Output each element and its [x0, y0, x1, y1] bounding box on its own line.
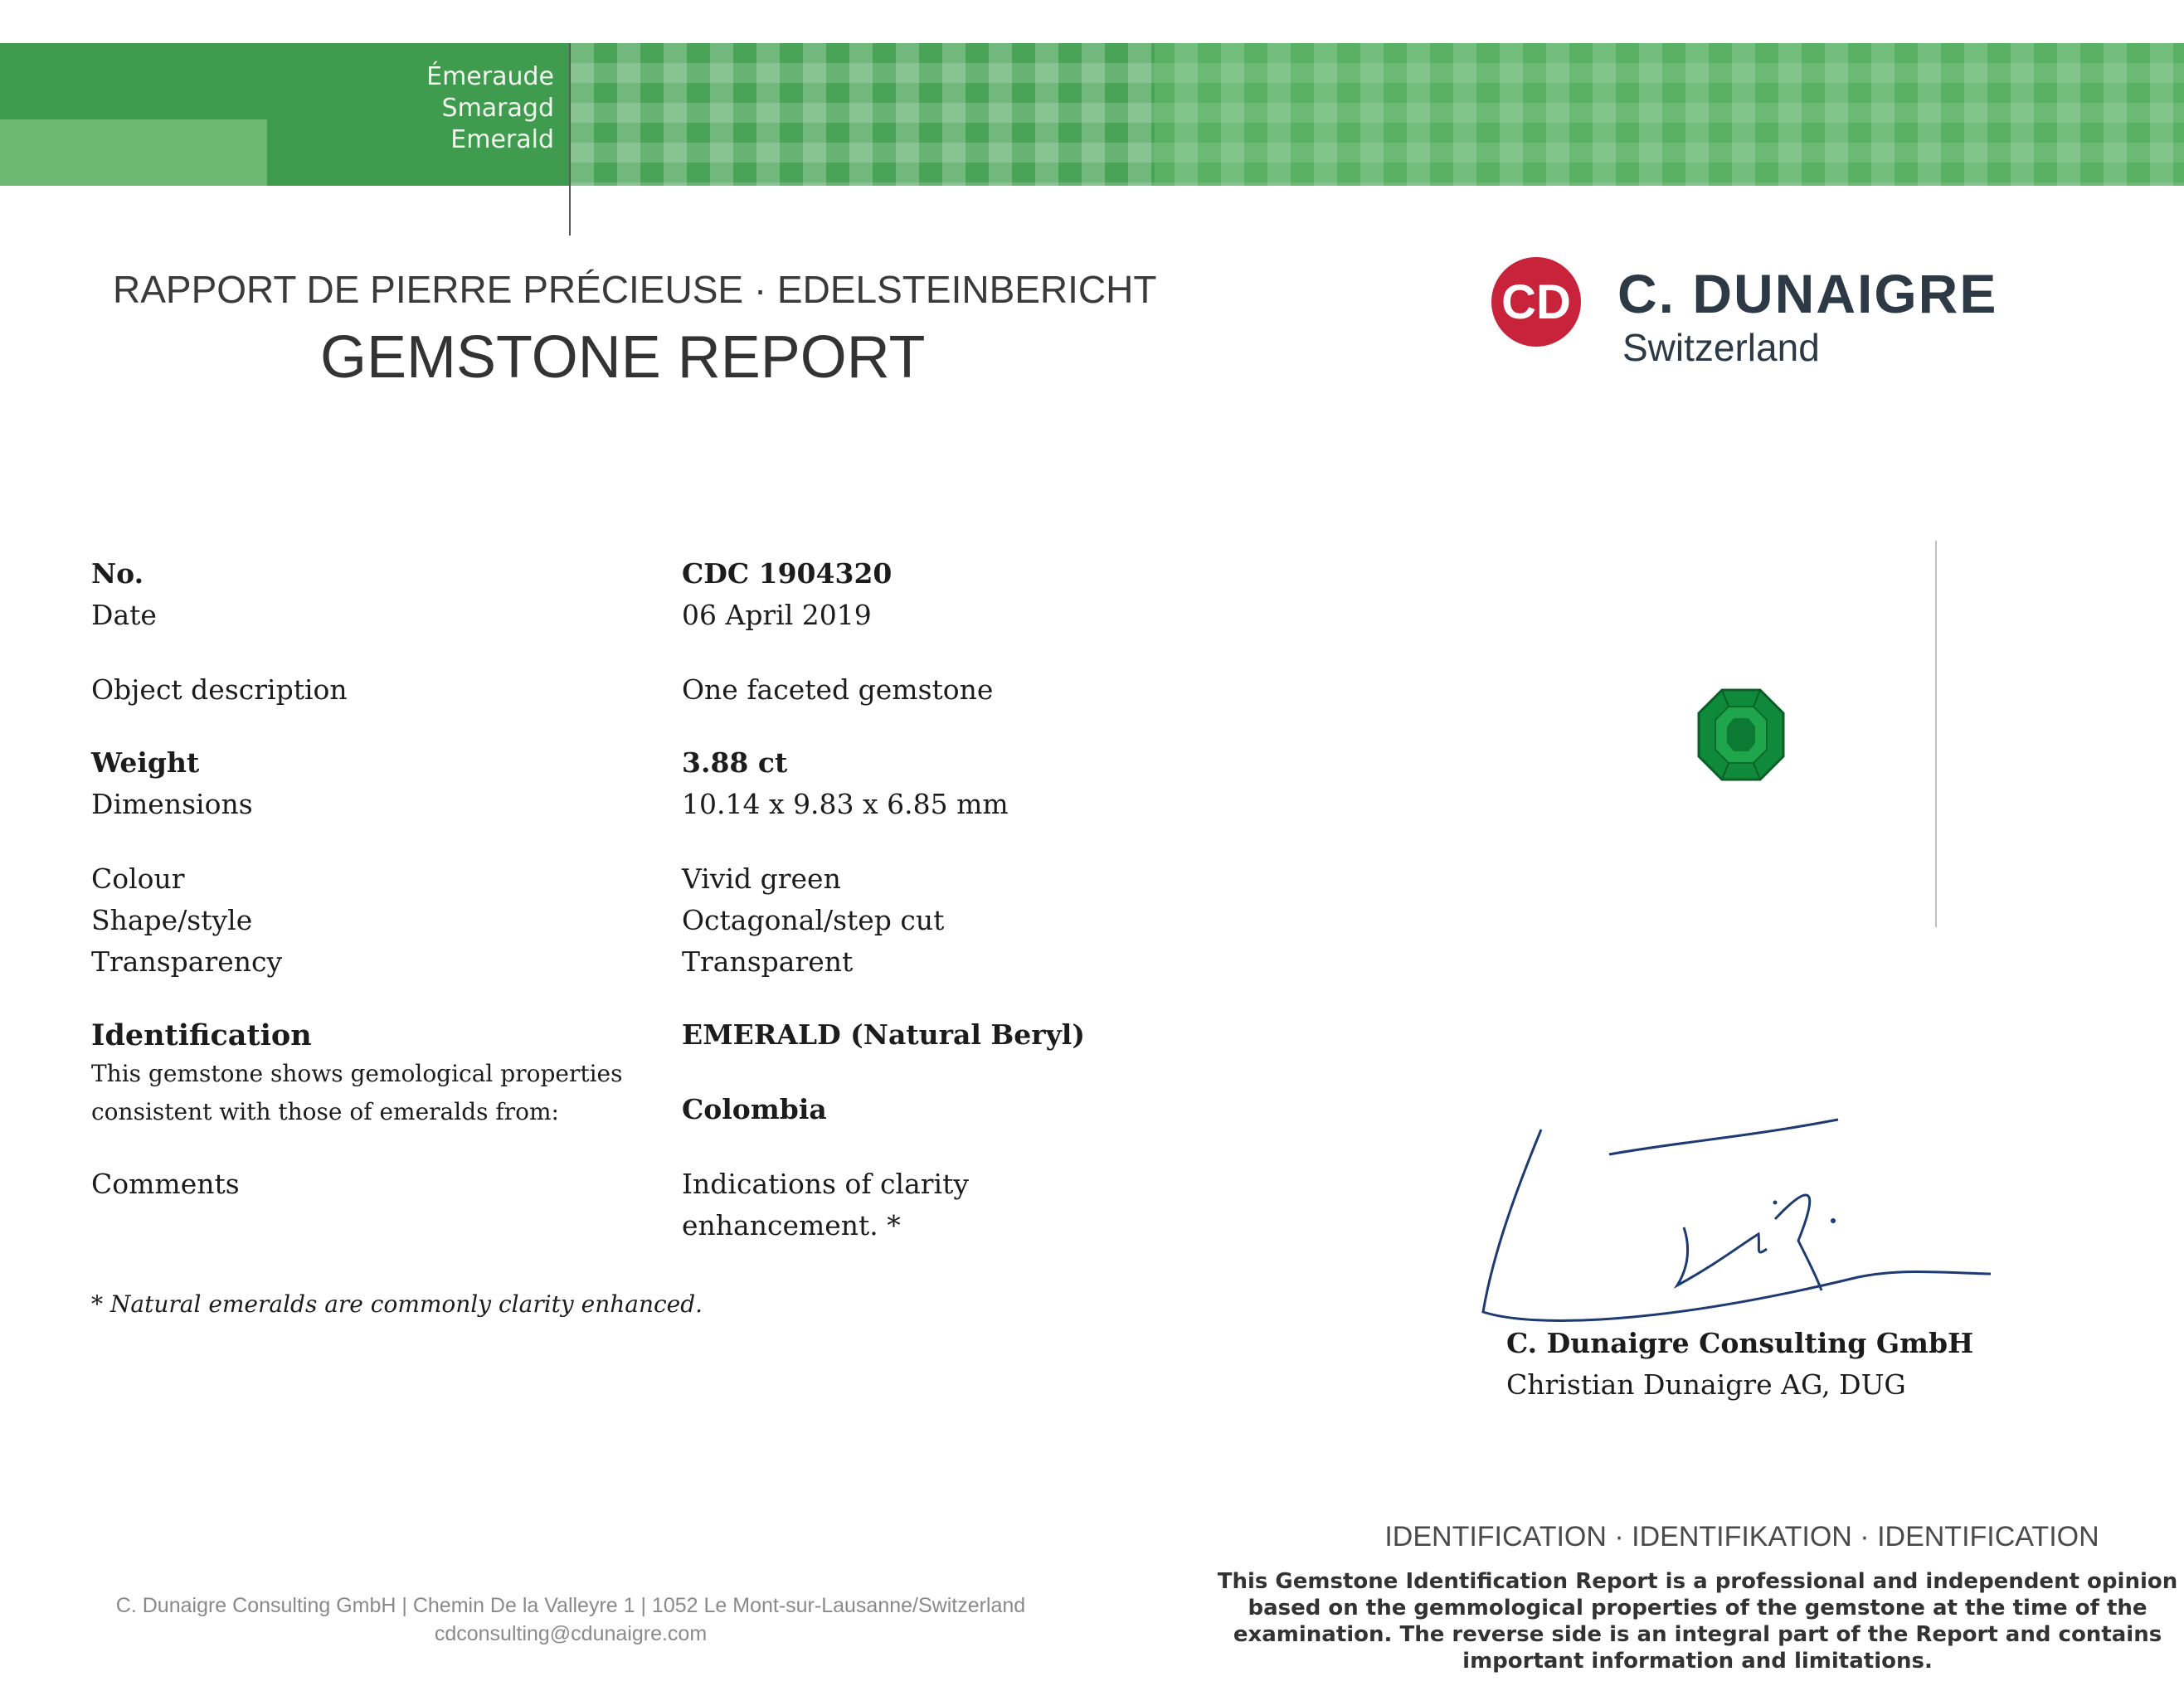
- banner-pattern-light: [1155, 43, 2184, 186]
- value-shape: Octagonal/step cut: [682, 904, 945, 936]
- logo-initials: CD: [1501, 275, 1571, 329]
- value-no: CDC 1904320: [682, 557, 893, 590]
- label-identification: Identification: [91, 1018, 312, 1052]
- banner-word-german: Smaragd: [441, 94, 554, 123]
- banner-word-french: Émeraude: [426, 62, 554, 91]
- cd-logo-icon: [1490, 255, 1583, 348]
- signature-company: C. Dunaigre Consulting GmbH: [1506, 1327, 1974, 1359]
- banner-divider: [569, 43, 571, 236]
- label-colour: Colour: [91, 862, 185, 895]
- brand-name: C. DUNAIGRE: [1617, 263, 1998, 324]
- identification-heading: IDENTIFICATION · IDENTIFIKATION · IDENTIFICATION: [1384, 1521, 2099, 1552]
- label-transparency: Transparency: [91, 945, 283, 978]
- label-weight: Weight: [91, 746, 200, 779]
- value-dimensions: 10.14 x 9.83 x 6.85 mm: [682, 788, 1009, 820]
- signature-person: Christian Dunaigre AG, DUG: [1506, 1368, 1906, 1401]
- label-date: Date: [91, 599, 157, 631]
- footer-email: cdconsulting@cdunaigre.com: [434, 1622, 708, 1645]
- origin-note-line2: consistent with those of emeralds from:: [91, 1098, 559, 1125]
- origin-note-line1: This gemstone shows gemological properties: [91, 1060, 623, 1087]
- disclaimer-line2: based on the gemmological properties of the gemstone at the time of the: [1248, 1596, 2148, 1620]
- value-weight: 3.88 ct: [682, 746, 788, 779]
- banner-light-block: [0, 119, 267, 186]
- value-colour: Vivid green: [682, 862, 841, 895]
- emerald-gem-icon: [1697, 688, 1785, 781]
- handwritten-signature: [1468, 1095, 1999, 1352]
- value-comments-line2: enhancement. *: [682, 1209, 901, 1241]
- label-shape: Shape/style: [91, 904, 253, 936]
- header-banner: [0, 43, 2184, 186]
- label-dimensions: Dimensions: [91, 788, 253, 820]
- footnote: * Natural emeralds are commonly clarity enhanced.: [91, 1290, 703, 1318]
- disclaimer-line3: examination. The reverse side is an integral part of the Report and contains: [1233, 1622, 2162, 1647]
- label-comments: Comments: [91, 1168, 240, 1200]
- report-subtitle: RAPPORT DE PIERRE PRÉCIEUSE · EDELSTEINBERICHT: [113, 268, 1157, 311]
- value-object: One faceted gemstone: [682, 673, 994, 706]
- footer-address: C. Dunaigre Consulting GmbH | Chemin De la Valleyre 1 | 1052 Le Mont-sur-Lausanne/Switzerland: [115, 1594, 1026, 1617]
- photo-frame-line: [1935, 541, 1937, 927]
- value-origin: Colombia: [682, 1093, 827, 1125]
- banner-word-english: Emerald: [450, 125, 554, 154]
- label-object: Object description: [91, 673, 348, 706]
- value-date: 06 April 2019: [682, 599, 872, 631]
- value-transparency: Transparent: [682, 945, 854, 978]
- value-identification: EMERALD (Natural Beryl): [682, 1018, 1085, 1051]
- brand-country: Switzerland: [1622, 326, 1820, 369]
- disclaimer-line4: important information and limitations.: [1462, 1649, 1933, 1674]
- value-comments-line1: Indications of clarity: [682, 1168, 970, 1200]
- report-title: GEMSTONE REPORT: [320, 324, 926, 391]
- label-no: No.: [91, 557, 144, 590]
- disclaimer-line1: This Gemstone Identification Report is a professional and independent opinion: [1217, 1569, 2178, 1594]
